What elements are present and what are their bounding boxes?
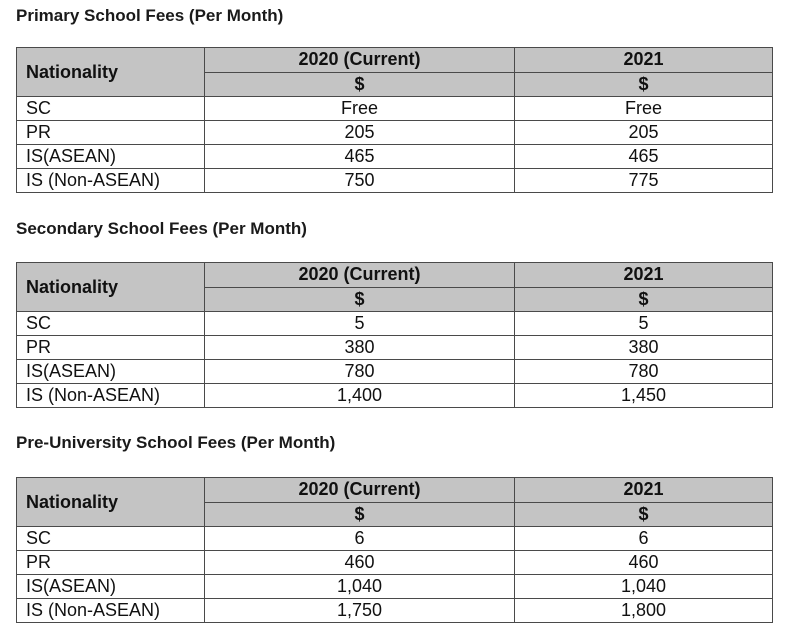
primary-fees-title: Primary School Fees (Per Month)	[16, 6, 284, 25]
secondary-fees-table	[16, 262, 773, 408]
table-row	[17, 575, 773, 599]
currency-2020-header: $	[205, 287, 515, 312]
fee-2021-cell: 460	[515, 551, 773, 575]
table-row	[17, 121, 773, 145]
fee-2021-cell: 6	[515, 527, 773, 551]
table-row	[17, 360, 773, 384]
fee-2021-cell: 5	[515, 312, 773, 336]
fee-2020-cell: 1,040	[205, 575, 515, 599]
year-2020-header: 2020 (Current)	[205, 48, 515, 73]
year-2021-header: 2021	[515, 478, 773, 503]
fee-2020-cell: Free	[205, 97, 515, 121]
fee-2021-cell: 465	[515, 145, 773, 169]
table-row	[17, 312, 773, 336]
year-2021-header: 2021	[515, 263, 773, 288]
fee-2020-cell: 6	[205, 527, 515, 551]
currency-2021-header: $	[515, 287, 773, 312]
table-row	[17, 384, 773, 408]
currency-2020-header: $	[205, 502, 515, 527]
nationality-cell: IS (Non-ASEAN)	[17, 169, 205, 193]
fee-2020-cell: 5	[205, 312, 515, 336]
nationality-cell: IS (Non-ASEAN)	[17, 599, 205, 623]
table-row	[17, 97, 773, 121]
table-row	[17, 145, 773, 169]
fee-2021-cell: 1,040	[515, 575, 773, 599]
fee-2020-cell: 1,400	[205, 384, 515, 408]
secondary-fees-title: Secondary School Fees (Per Month)	[16, 219, 307, 238]
nationality-cell: SC	[17, 527, 205, 551]
nationality-header: Nationality	[17, 478, 205, 527]
nationality-header: Nationality	[17, 48, 205, 97]
fee-2021-cell: 1,450	[515, 384, 773, 408]
year-2021-header: 2021	[515, 48, 773, 73]
nationality-cell: PR	[17, 551, 205, 575]
fee-2020-cell: 750	[205, 169, 515, 193]
fee-2021-cell: 1,800	[515, 599, 773, 623]
nationality-cell: IS(ASEAN)	[17, 360, 205, 384]
fee-2020-cell: 465	[205, 145, 515, 169]
currency-2021-header: $	[515, 502, 773, 527]
nationality-cell: IS(ASEAN)	[17, 575, 205, 599]
fee-2021-cell: 780	[515, 360, 773, 384]
year-2020-header: 2020 (Current)	[205, 263, 515, 288]
nationality-header: Nationality	[17, 263, 205, 312]
fee-2020-cell: 380	[205, 336, 515, 360]
fee-2020-cell: 460	[205, 551, 515, 575]
currency-2021-header: $	[515, 72, 773, 97]
nationality-cell: IS (Non-ASEAN)	[17, 384, 205, 408]
currency-2020-header: $	[205, 72, 515, 97]
nationality-cell: SC	[17, 97, 205, 121]
pre-university-fees-table	[16, 477, 773, 623]
fee-2021-cell: 205	[515, 121, 773, 145]
fee-2021-cell: 775	[515, 169, 773, 193]
primary-fees-table	[16, 47, 773, 193]
table-row	[17, 527, 773, 551]
table-row	[17, 336, 773, 360]
nationality-cell: PR	[17, 121, 205, 145]
fee-2020-cell: 1,750	[205, 599, 515, 623]
fee-2020-cell: 780	[205, 360, 515, 384]
table-row	[17, 599, 773, 623]
nationality-cell: IS(ASEAN)	[17, 145, 205, 169]
pre-university-fees-title: Pre-University School Fees (Per Month)	[16, 433, 336, 452]
nationality-cell: PR	[17, 336, 205, 360]
year-2020-header: 2020 (Current)	[205, 478, 515, 503]
fee-2021-cell: 380	[515, 336, 773, 360]
table-row	[17, 551, 773, 575]
fee-2020-cell: 205	[205, 121, 515, 145]
fee-2021-cell: Free	[515, 97, 773, 121]
table-row	[17, 169, 773, 193]
nationality-cell: SC	[17, 312, 205, 336]
